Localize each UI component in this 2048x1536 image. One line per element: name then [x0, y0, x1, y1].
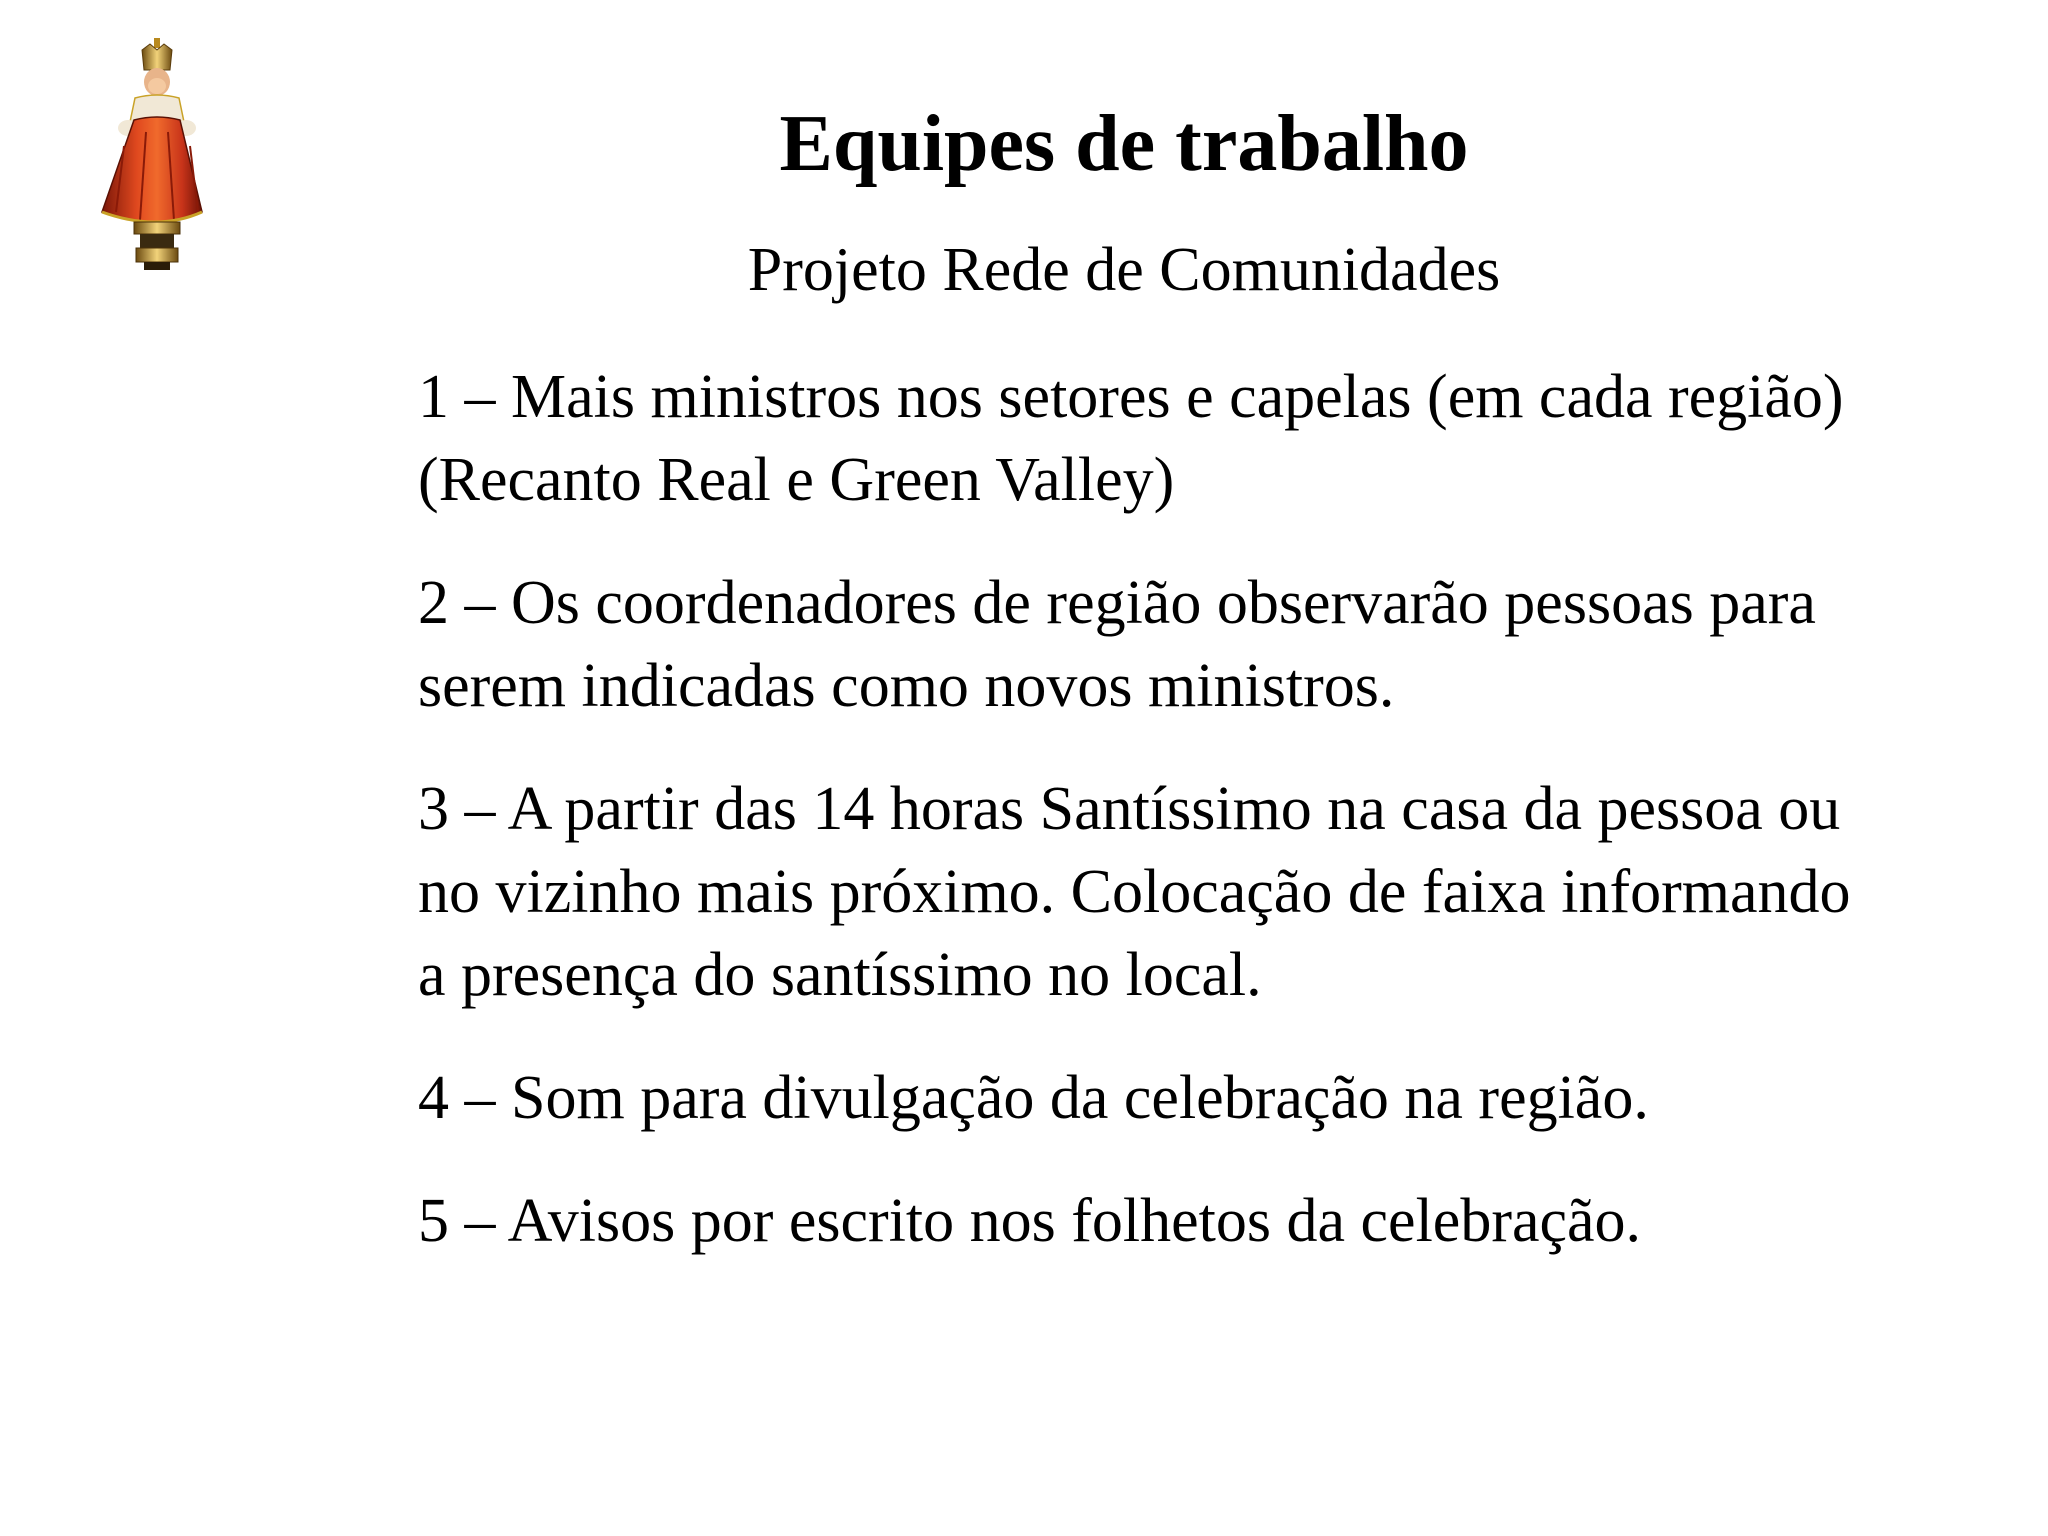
list-item: 2 – Os coordenadores de região observarão pessoas para serem indicadas como novos ministros. [418, 569, 1816, 720]
list-item: 1 – Mais ministros nos setores e capelas (em cada região) (Recanto Real e Green Valley) [418, 363, 1844, 514]
slide-subtitle: Projeto Rede de Comunidades [747, 236, 1501, 304]
slide-title: Equipes de trabalho [779, 100, 1469, 188]
list-item: 3 – A partir das 14 horas Santíssimo na casa da pessoa ou no vizinho mais próximo. Colocação de faixa informando a presença do santíssimo no local. [418, 775, 1851, 1009]
list-item: 5 – Avisos por escrito nos folhetos da celebração. [418, 1187, 1642, 1255]
item-list [418, 356, 1858, 1303]
list-item: 4 – Som para divulgação da celebração na região. [418, 1064, 1649, 1132]
